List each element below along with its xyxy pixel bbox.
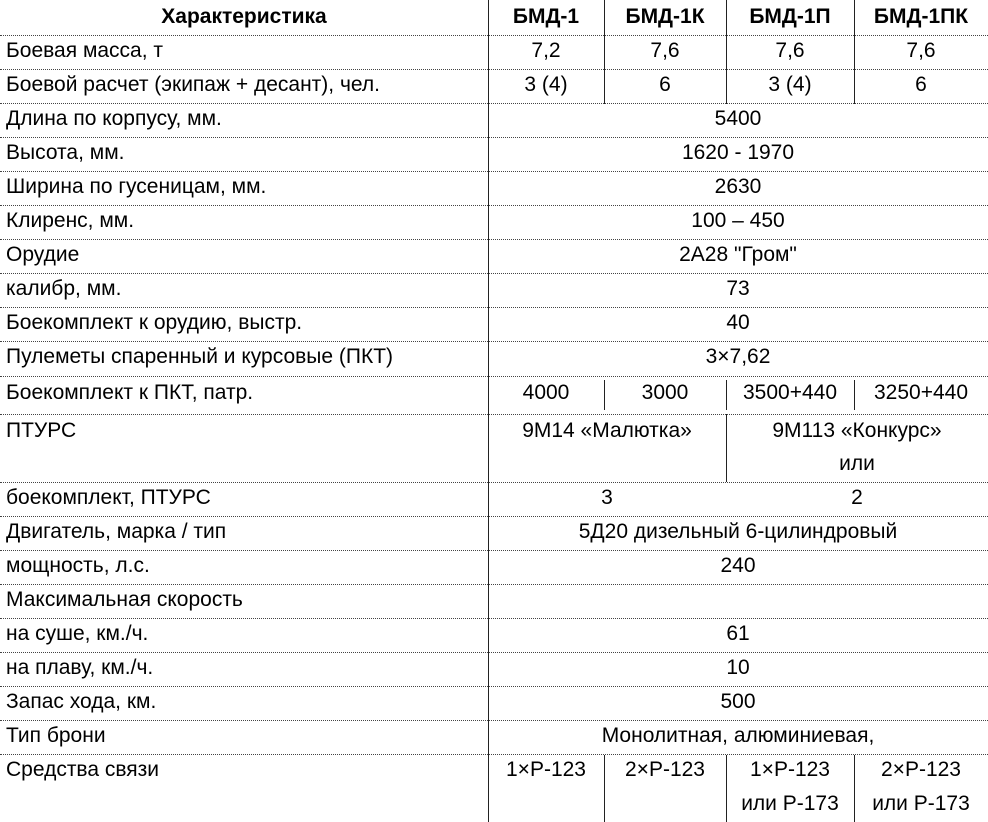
cell-atgm-left: 9М14 «Малютка» (522, 419, 692, 442)
cell-comms-bmd1: 1×Р-123 (506, 758, 586, 781)
row-label-height: Высота, мм. (6, 141, 125, 164)
cell-armor: Монолитная, алюминиевая, (601, 724, 875, 747)
header-characteristic: Характеристика (161, 5, 327, 28)
grid-line-vertical (604, 0, 605, 104)
row-label-power: мощность, л.с. (6, 554, 150, 577)
row-label-crew: Боевой расчет (экипаж + десант), чел. (6, 73, 380, 96)
row-label-water-speed: на плаву, км./ч. (6, 656, 154, 679)
cell-mass-bmd1pk: 7,6 (906, 39, 936, 62)
row-label-atgm: ПТУРС (6, 419, 77, 442)
grid-line-vertical (854, 0, 855, 104)
cell-length: 5400 (714, 107, 762, 130)
cell-height: 1620 - 1970 (681, 141, 795, 164)
grid-line-vertical (604, 380, 605, 410)
cell-mg-ammo-bmd1k: 3000 (641, 381, 689, 404)
cell-mg-ammo-bmd1p: 3500+440 (742, 381, 838, 404)
row-label-clearance: Клиренс, мм. (6, 209, 135, 232)
cell-comms-bmd1pk: 2×Р-123 (881, 758, 961, 781)
grid-line (0, 103, 988, 104)
row-label-engine: Двигатель, марка / тип (6, 520, 227, 543)
row-label-length: Длина по корпусу, мм. (6, 107, 222, 130)
cell-comms-bmd1pk-or: или Р-173 (872, 792, 970, 815)
grid-line (0, 482, 988, 483)
row-label-mg: Пулеметы спаренный и курсовые (ПКТ) (6, 345, 394, 368)
row-label-gun-ammo: Боекомплект к орудию, выстр. (6, 311, 303, 334)
grid-line-vertical (726, 414, 727, 482)
grid-line (0, 550, 988, 551)
row-label-width: Ширина по гусеницам, мм. (6, 175, 267, 198)
grid-line (0, 341, 988, 342)
row-label-land-speed: на суше, км./ч. (6, 622, 149, 645)
grid-line (0, 239, 988, 240)
cell-width: 2630 (714, 175, 762, 198)
row-label-mg-ammo: Боекомплект к ПКТ, патр. (6, 381, 254, 404)
grid-line (0, 307, 988, 308)
row-label-gun: Орудие (6, 243, 80, 266)
cell-mg: 3×7,62 (705, 345, 771, 368)
grid-line (0, 137, 988, 138)
cell-atgm-ammo-left: 3 (601, 486, 613, 509)
grid-line (0, 754, 988, 755)
cell-mass-bmd1p: 7,6 (775, 39, 805, 62)
cell-mass-bmd1: 7,2 (531, 39, 561, 62)
row-label-range: Запас хода, км. (6, 690, 157, 713)
cell-water-speed: 10 (726, 656, 750, 679)
row-label-atgm-ammo: боекомплект, ПТУРС (6, 486, 211, 509)
cell-mg-ammo-bmd1pk: 3250+440 (873, 381, 969, 404)
cell-power: 240 (720, 554, 756, 577)
cell-land-speed: 61 (726, 622, 750, 645)
cell-crew-bmd1pk: 6 (915, 73, 927, 96)
cell-crew-bmd1p: 3 (4) (768, 73, 812, 96)
grid-line (0, 652, 988, 653)
cell-crew-bmd1: 3 (4) (524, 73, 568, 96)
grid-line (0, 414, 988, 415)
cell-atgm-right: 9М113 «Конкурс» (772, 419, 942, 442)
grid-line-vertical (726, 380, 727, 410)
row-label-caliber: калибр, мм. (6, 277, 122, 300)
row-label-maxspeed: Максимальная скорость (6, 588, 243, 611)
row-label-comms: Средства связи (6, 758, 160, 781)
cell-clearance: 100 – 450 (691, 209, 785, 232)
grid-line-vertical (488, 0, 489, 822)
grid-line (0, 376, 988, 377)
grid-line (0, 618, 988, 619)
cell-comms-bmd1p-or: или Р-173 (741, 792, 839, 815)
grid-line (0, 205, 988, 206)
header-bmd1k: БМД-1К (625, 5, 705, 28)
cell-comms-bmd1k: 2×Р-123 (625, 758, 705, 781)
row-label-armor: Тип брони (6, 724, 106, 747)
cell-gun: 2А28 "Гром" (679, 243, 797, 266)
header-bmd1p: БМД-1П (749, 5, 831, 28)
header-bmd1: БМД-1 (512, 5, 580, 28)
cell-gun-ammo: 40 (726, 311, 750, 334)
header-bmd1pk: БМД-1ПК (873, 5, 969, 28)
grid-line-vertical (854, 380, 855, 410)
cell-crew-bmd1k: 6 (659, 73, 671, 96)
grid-line (0, 171, 988, 172)
grid-line-vertical (726, 755, 727, 822)
grid-line-vertical (854, 755, 855, 822)
grid-line (0, 273, 988, 274)
cell-atgm-ammo-right: 2 (851, 486, 863, 509)
cell-caliber: 73 (726, 277, 750, 300)
grid-line-vertical (604, 755, 605, 822)
cell-mass-bmd1k: 7,6 (650, 39, 680, 62)
grid-line-vertical (726, 0, 727, 104)
cell-engine: 5Д20 дизельный 6-цилиндровый (578, 520, 898, 543)
cell-atgm-right-or: или (839, 452, 875, 475)
grid-line (0, 35, 988, 36)
grid-line (0, 584, 988, 585)
cell-mg-ammo-bmd1: 4000 (522, 381, 570, 404)
grid-line (0, 516, 988, 517)
grid-line (0, 69, 988, 70)
grid-line (0, 686, 988, 687)
row-label-mass: Боевая масса, т (6, 39, 164, 62)
grid-line (0, 720, 988, 721)
cell-comms-bmd1p: 1×Р-123 (750, 758, 830, 781)
cell-range: 500 (720, 690, 756, 713)
